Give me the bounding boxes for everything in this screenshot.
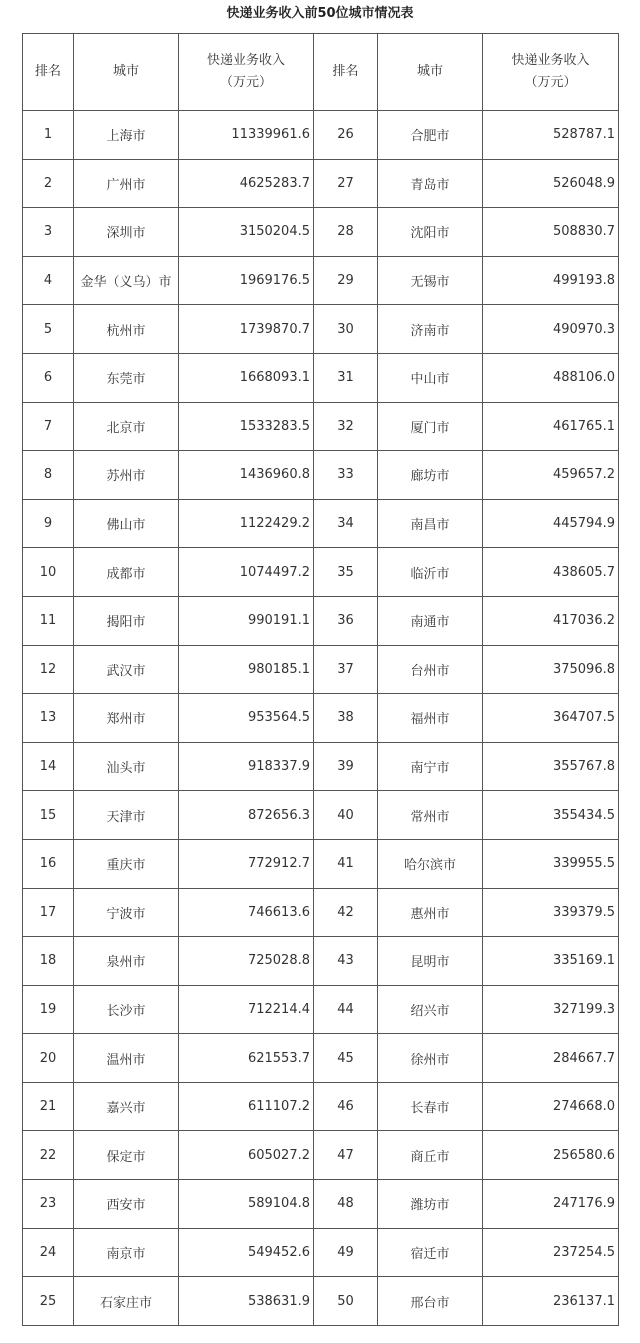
left-rank-cell: 17 [23,888,74,937]
table-row [23,1034,619,1083]
table-row [23,1228,619,1277]
left-revenue-cell: 611107.2 [179,1082,314,1131]
right-rank-cell: 46 [314,1082,378,1131]
right-revenue-cell: 459657.2 [483,451,619,500]
left-rank-cell: 13 [23,694,74,743]
left-rank-cell: 22 [23,1131,74,1180]
right-city-cell: 无锡市 [378,256,483,305]
left-rank-cell: 19 [23,985,74,1034]
header-revenue-unit: （万元） [219,75,272,90]
left-revenue-cell: 11339961.6 [179,111,314,160]
right-revenue-cell: 247176.9 [483,1180,619,1229]
left-revenue-cell: 538631.9 [179,1277,314,1326]
right-rank-cell: 29 [314,256,378,305]
left-city-cell: 深圳市 [74,208,179,257]
left-city-cell: 杭州市 [74,305,179,354]
left-revenue-cell: 1122429.2 [179,499,314,548]
left-city-cell: 成都市 [74,548,179,597]
table-row [23,888,619,937]
table-row [23,1082,619,1131]
left-city-cell: 泉州市 [74,937,179,986]
table-row [23,548,619,597]
table-row [23,839,619,888]
right-rank-cell: 27 [314,159,378,208]
right-rank-cell: 32 [314,402,378,451]
table-row [23,1180,619,1229]
right-city-cell: 长春市 [378,1082,483,1131]
right-revenue-cell: 355767.8 [483,742,619,791]
right-rank-cell: 47 [314,1131,378,1180]
table-row [23,353,619,402]
left-rank-cell: 2 [23,159,74,208]
left-revenue-cell: 1739870.7 [179,305,314,354]
right-rank-cell: 34 [314,499,378,548]
header-rank-right: 排名 [314,34,378,111]
left-city-cell: 重庆市 [74,839,179,888]
left-rank-cell: 15 [23,791,74,840]
right-city-cell: 邢台市 [378,1277,483,1326]
left-revenue-cell: 1969176.5 [179,256,314,305]
header-revenue-right [483,34,619,111]
left-city-cell: 西安市 [74,1180,179,1229]
right-city-cell: 南昌市 [378,499,483,548]
table-row [23,694,619,743]
left-rank-cell: 8 [23,451,74,500]
right-rank-cell: 28 [314,208,378,257]
left-revenue-cell: 746613.6 [179,888,314,937]
left-city-cell: 嘉兴市 [74,1082,179,1131]
left-revenue-cell: 1436960.8 [179,451,314,500]
left-rank-cell: 7 [23,402,74,451]
left-rank-cell: 12 [23,645,74,694]
right-city-cell: 绍兴市 [378,985,483,1034]
left-revenue-cell: 621553.7 [179,1034,314,1083]
right-rank-cell: 45 [314,1034,378,1083]
right-rank-cell: 26 [314,111,378,160]
right-city-cell: 中山市 [378,353,483,402]
header-city-right: 城市 [378,34,483,111]
table-row [23,451,619,500]
right-city-cell: 南宁市 [378,742,483,791]
table-row [23,402,619,451]
left-city-cell: 南京市 [74,1228,179,1277]
left-city-cell: 保定市 [74,1131,179,1180]
left-revenue-cell: 990191.1 [179,596,314,645]
left-city-cell: 天津市 [74,791,179,840]
right-revenue-cell: 499193.8 [483,256,619,305]
right-rank-cell: 35 [314,548,378,597]
right-rank-cell: 39 [314,742,378,791]
left-city-cell: 东莞市 [74,353,179,402]
table-row [23,499,619,548]
right-revenue-cell: 335169.1 [483,937,619,986]
left-revenue-cell: 725028.8 [179,937,314,986]
left-rank-cell: 6 [23,353,74,402]
table-row [23,1277,619,1326]
left-rank-cell: 25 [23,1277,74,1326]
right-city-cell: 沈阳市 [378,208,483,257]
table-row [23,111,619,160]
right-city-cell: 宿迁市 [378,1228,483,1277]
right-rank-cell: 42 [314,888,378,937]
left-rank-cell: 16 [23,839,74,888]
right-revenue-cell: 364707.5 [483,694,619,743]
left-revenue-cell: 980185.1 [179,645,314,694]
right-rank-cell: 49 [314,1228,378,1277]
right-city-cell: 合肥市 [378,111,483,160]
right-revenue-cell: 438605.7 [483,548,619,597]
right-city-cell: 廊坊市 [378,451,483,500]
right-revenue-cell: 508830.7 [483,208,619,257]
right-revenue-cell: 284667.7 [483,1034,619,1083]
left-city-cell: 汕头市 [74,742,179,791]
table-row [23,937,619,986]
right-revenue-cell: 355434.5 [483,791,619,840]
right-rank-cell: 38 [314,694,378,743]
right-revenue-cell: 375096.8 [483,645,619,694]
left-revenue-cell: 872656.3 [179,791,314,840]
right-revenue-cell: 490970.3 [483,305,619,354]
right-revenue-cell: 488106.0 [483,353,619,402]
right-rank-cell: 31 [314,353,378,402]
right-city-cell: 临沂市 [378,548,483,597]
left-rank-cell: 3 [23,208,74,257]
left-rank-cell: 20 [23,1034,74,1083]
right-revenue-cell: 237254.5 [483,1228,619,1277]
left-city-cell: 广州市 [74,159,179,208]
left-revenue-cell: 918337.9 [179,742,314,791]
header-city-left: 城市 [74,34,179,111]
right-rank-cell: 36 [314,596,378,645]
table-row [23,1131,619,1180]
left-revenue-cell: 1668093.1 [179,353,314,402]
table-row [23,159,619,208]
left-revenue-cell: 549452.6 [179,1228,314,1277]
right-city-cell: 青岛市 [378,159,483,208]
left-rank-cell: 24 [23,1228,74,1277]
right-rank-cell: 33 [314,451,378,500]
table-title: 快递业务收入前50位城市情况表 [226,6,414,21]
right-city-cell: 惠州市 [378,888,483,937]
left-rank-cell: 14 [23,742,74,791]
table-row [23,305,619,354]
right-revenue-cell: 445794.9 [483,499,619,548]
table-row [23,645,619,694]
left-rank-cell: 4 [23,256,74,305]
right-revenue-cell: 461765.1 [483,402,619,451]
right-revenue-cell: 339955.5 [483,839,619,888]
right-city-cell: 商丘市 [378,1131,483,1180]
left-rank-cell: 18 [23,937,74,986]
left-revenue-cell: 589104.8 [179,1180,314,1229]
header-row [23,34,619,111]
right-revenue-cell: 274668.0 [483,1082,619,1131]
left-revenue-cell: 1074497.2 [179,548,314,597]
left-revenue-cell: 712214.4 [179,985,314,1034]
right-rank-cell: 37 [314,645,378,694]
left-revenue-cell: 3150204.5 [179,208,314,257]
right-city-cell: 台州市 [378,645,483,694]
header-rank-left: 排名 [23,34,74,111]
left-rank-cell: 1 [23,111,74,160]
left-rank-cell: 9 [23,499,74,548]
right-rank-cell: 50 [314,1277,378,1326]
table-row [23,985,619,1034]
table-row [23,596,619,645]
left-revenue-cell: 4625283.7 [179,159,314,208]
table-row [23,208,619,257]
table-row [23,791,619,840]
table-row [23,256,619,305]
header-revenue-unit: （万元） [524,75,577,90]
header-revenue-label: 快递业务收入 [511,53,590,68]
right-revenue-cell: 236137.1 [483,1277,619,1326]
right-rank-cell: 40 [314,791,378,840]
left-rank-cell: 11 [23,596,74,645]
left-revenue-cell: 1533283.5 [179,402,314,451]
right-revenue-cell: 327199.3 [483,985,619,1034]
left-city-cell: 北京市 [74,402,179,451]
left-city-cell: 揭阳市 [74,596,179,645]
left-city-cell: 佛山市 [74,499,179,548]
right-city-cell: 昆明市 [378,937,483,986]
right-city-cell: 常州市 [378,791,483,840]
left-city-cell: 温州市 [74,1034,179,1083]
right-revenue-cell: 339379.5 [483,888,619,937]
left-city-cell: 上海市 [74,111,179,160]
express-revenue-table [22,33,619,1326]
right-revenue-cell: 256580.6 [483,1131,619,1180]
left-revenue-cell: 772912.7 [179,839,314,888]
right-city-cell: 徐州市 [378,1034,483,1083]
right-city-cell: 潍坊市 [378,1180,483,1229]
right-rank-cell: 48 [314,1180,378,1229]
left-rank-cell: 21 [23,1082,74,1131]
right-rank-cell: 43 [314,937,378,986]
right-city-cell: 济南市 [378,305,483,354]
header-revenue-left [179,34,314,111]
left-revenue-cell: 953564.5 [179,694,314,743]
left-rank-cell: 5 [23,305,74,354]
left-city-cell: 金华（义乌）市 [74,256,179,305]
left-rank-cell: 10 [23,548,74,597]
right-city-cell: 厦门市 [378,402,483,451]
right-city-cell: 哈尔滨市 [378,839,483,888]
left-city-cell: 宁波市 [74,888,179,937]
left-rank-cell: 23 [23,1180,74,1229]
left-city-cell: 苏州市 [74,451,179,500]
right-rank-cell: 44 [314,985,378,1034]
right-city-cell: 南通市 [378,596,483,645]
left-city-cell: 郑州市 [74,694,179,743]
right-rank-cell: 30 [314,305,378,354]
right-city-cell: 福州市 [378,694,483,743]
left-city-cell: 石家庄市 [74,1277,179,1326]
right-revenue-cell: 526048.9 [483,159,619,208]
left-city-cell: 长沙市 [74,985,179,1034]
table-body [23,111,619,1326]
table-row [23,742,619,791]
left-revenue-cell: 605027.2 [179,1131,314,1180]
header-revenue-label: 快递业务收入 [206,53,285,68]
right-rank-cell: 41 [314,839,378,888]
right-revenue-cell: 417036.2 [483,596,619,645]
left-city-cell: 武汉市 [74,645,179,694]
right-revenue-cell: 528787.1 [483,111,619,160]
